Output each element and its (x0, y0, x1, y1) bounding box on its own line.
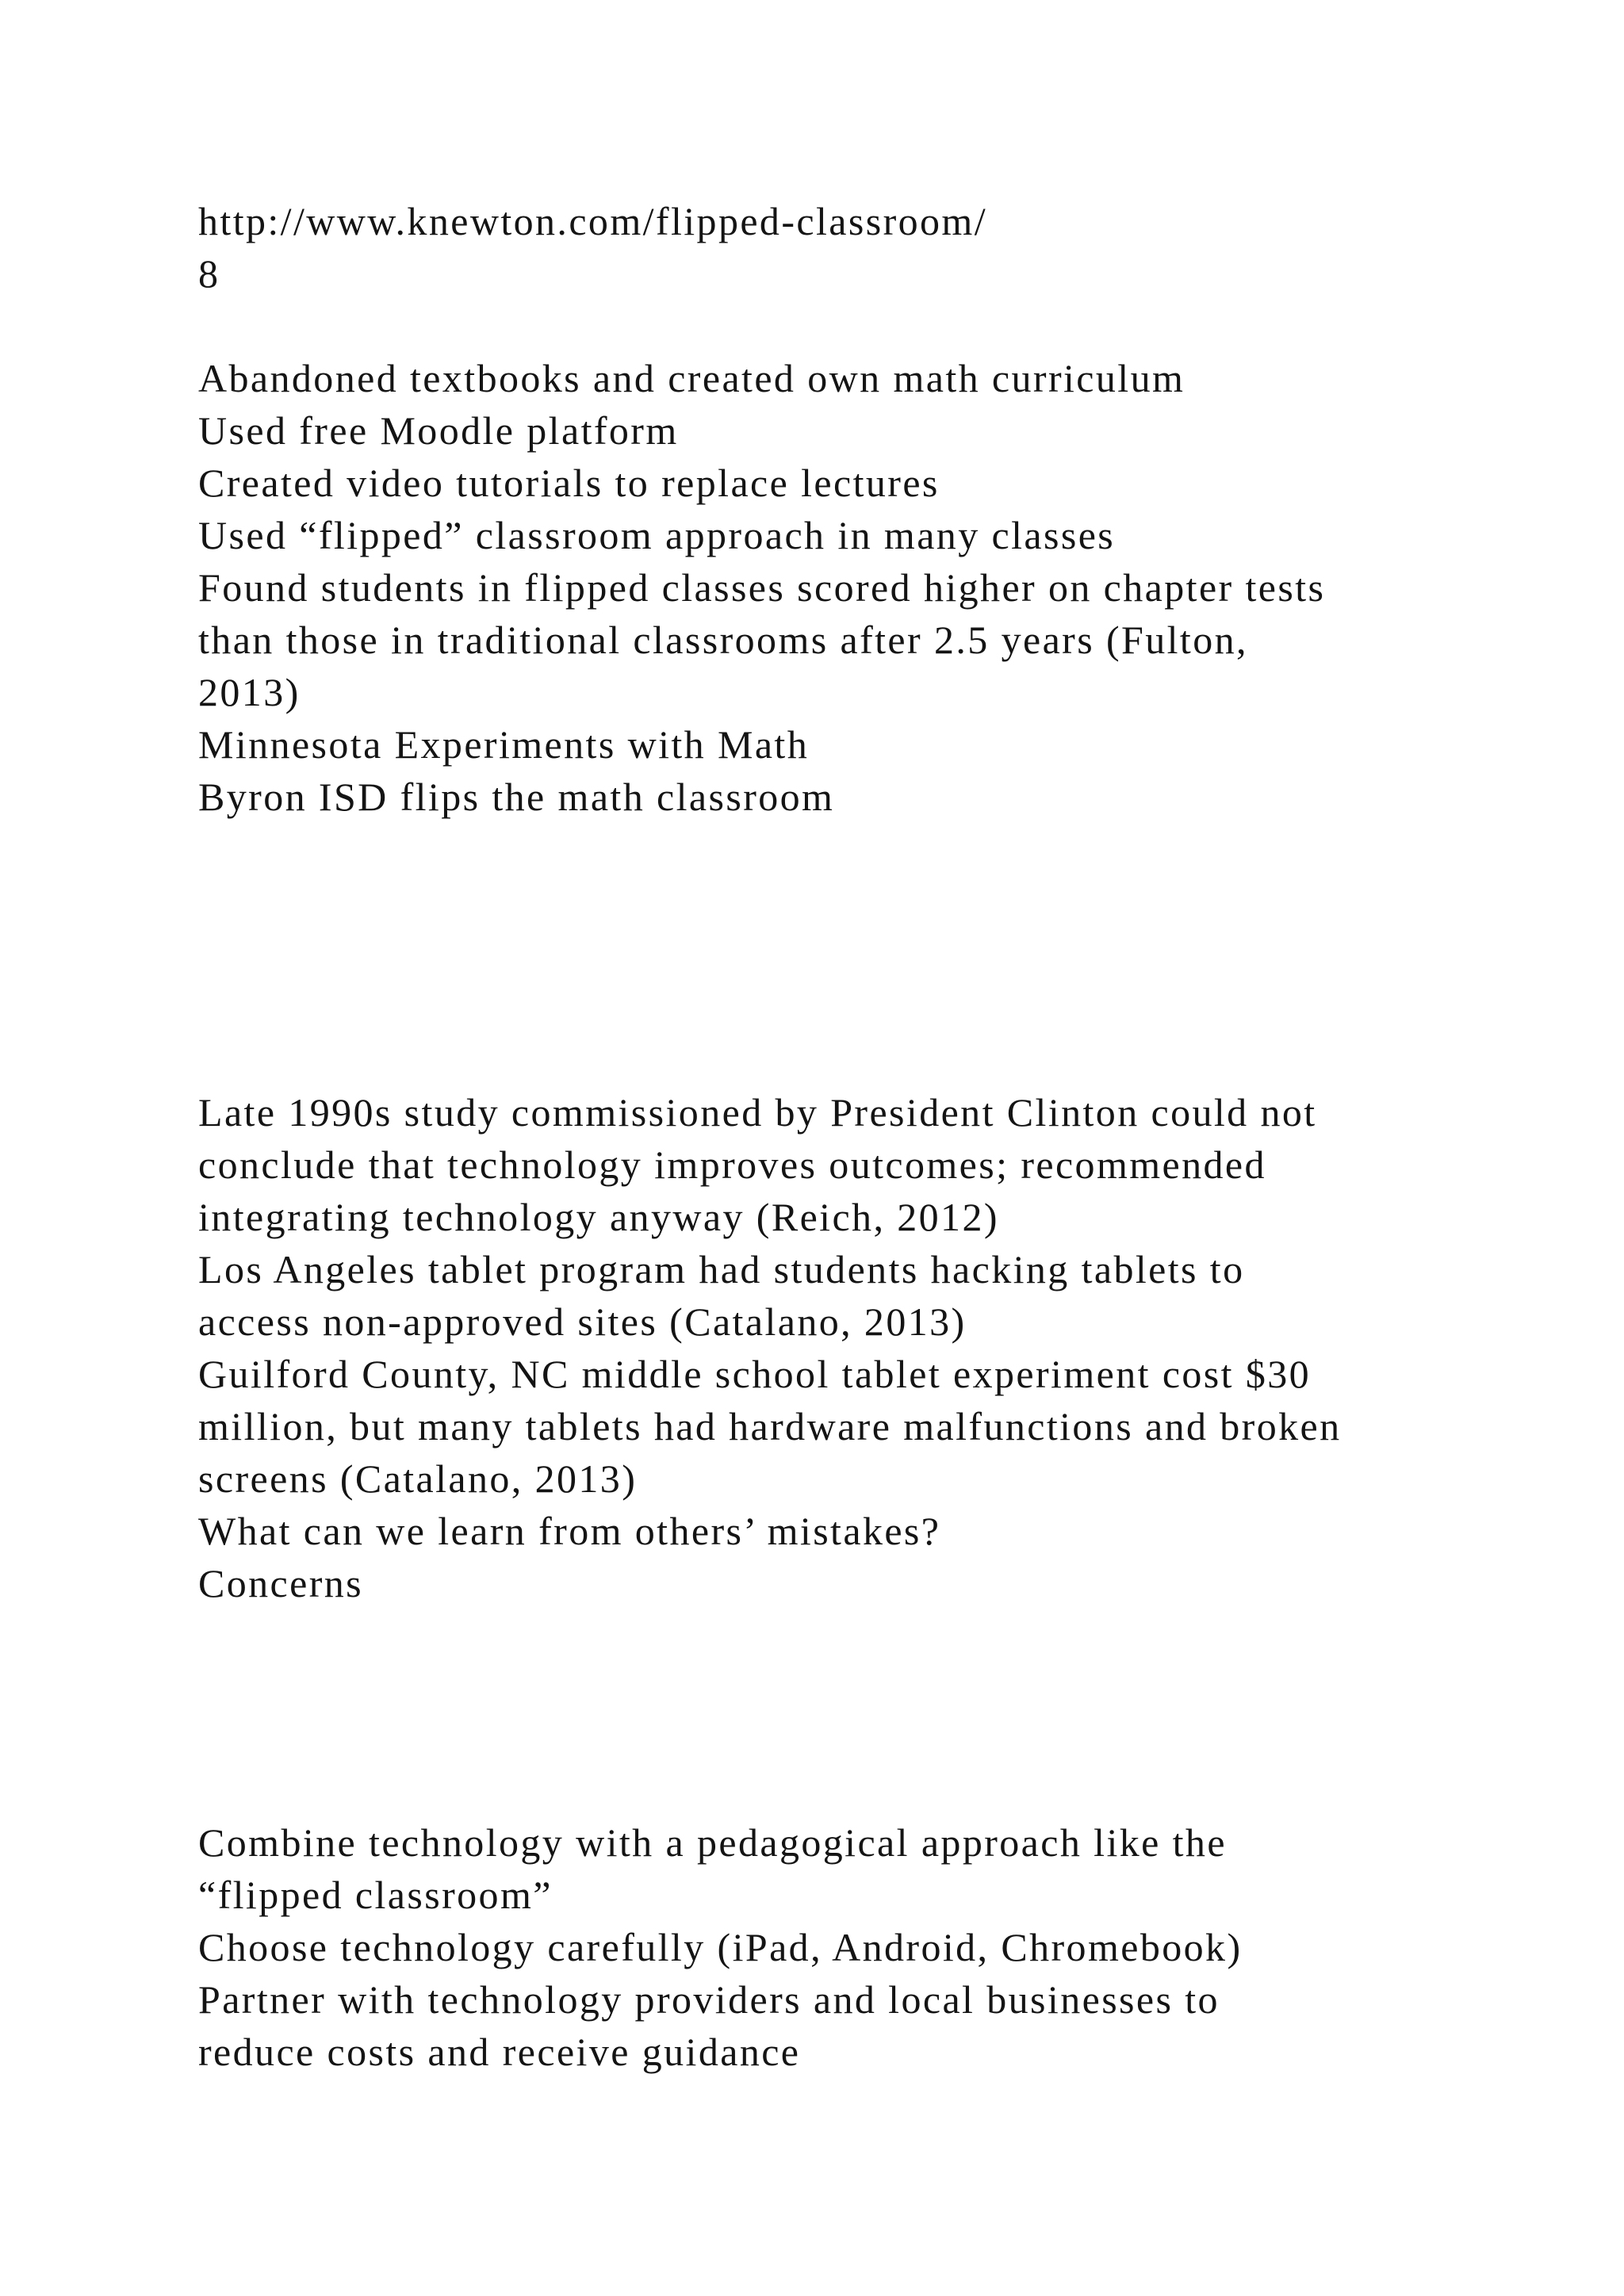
text-line: Abandoned textbooks and created own math curriculum (198, 356, 1185, 400)
section-heading: Concerns (198, 1561, 364, 1605)
text-line: Partner with technology providers and local businesses to (198, 1977, 1220, 2022)
text-line: Found students in flipped classes scored higher on chapter tests (198, 565, 1326, 610)
text-line: than those in traditional classrooms after 2.5 years (Fulton, (198, 618, 1248, 662)
text-line: Los Angeles tablet program had students hacking tablets to (198, 1247, 1245, 1292)
flipped-classroom-section (198, 352, 1467, 823)
recommendations-section (198, 1816, 1467, 2078)
text-line: Combine technology with a pedagogical approach like the (198, 1820, 1227, 1865)
text-line: screens (Catalano, 2013) (198, 1456, 638, 1501)
text-line: Late 1990s study commissioned by President Clinton could not (198, 1090, 1317, 1135)
text-line: Guilford County, NC middle school tablet experiment cost $30 (198, 1352, 1312, 1396)
text-line: Used “flipped” classroom approach in many classes (198, 513, 1116, 557)
text-line: 2013) (198, 670, 301, 714)
source-url: http://www.knewton.com/flipped-classroom/ (198, 199, 988, 243)
text-line: Used free Moodle platform (198, 408, 679, 453)
header-block (198, 195, 1467, 300)
text-line: reduce costs and receive guidance (198, 2030, 801, 2074)
text-line: Created video tutorials to replace lectures (198, 461, 940, 505)
text-line: access non-approved sites (Catalano, 2013) (198, 1299, 967, 1344)
text-line: integrating technology anyway (Reich, 2012) (198, 1195, 999, 1239)
section-heading: Minnesota Experiments with Math (198, 722, 810, 767)
page-number: 8 (198, 251, 220, 296)
text-line: million, but many tablets had hardware malfunctions and broken (198, 1404, 1342, 1448)
text-line: Choose technology carefully (iPad, Android, Chromebook) (198, 1925, 1243, 1969)
section-heading: What can we learn from others’ mistakes? (198, 1509, 941, 1553)
section-heading: Byron ISD flips the math classroom (198, 775, 835, 819)
text-line: conclude that technology improves outcomes; recommended (198, 1142, 1266, 1187)
concerns-section (198, 1086, 1467, 1609)
text-line: “flipped classroom” (198, 1873, 553, 1917)
